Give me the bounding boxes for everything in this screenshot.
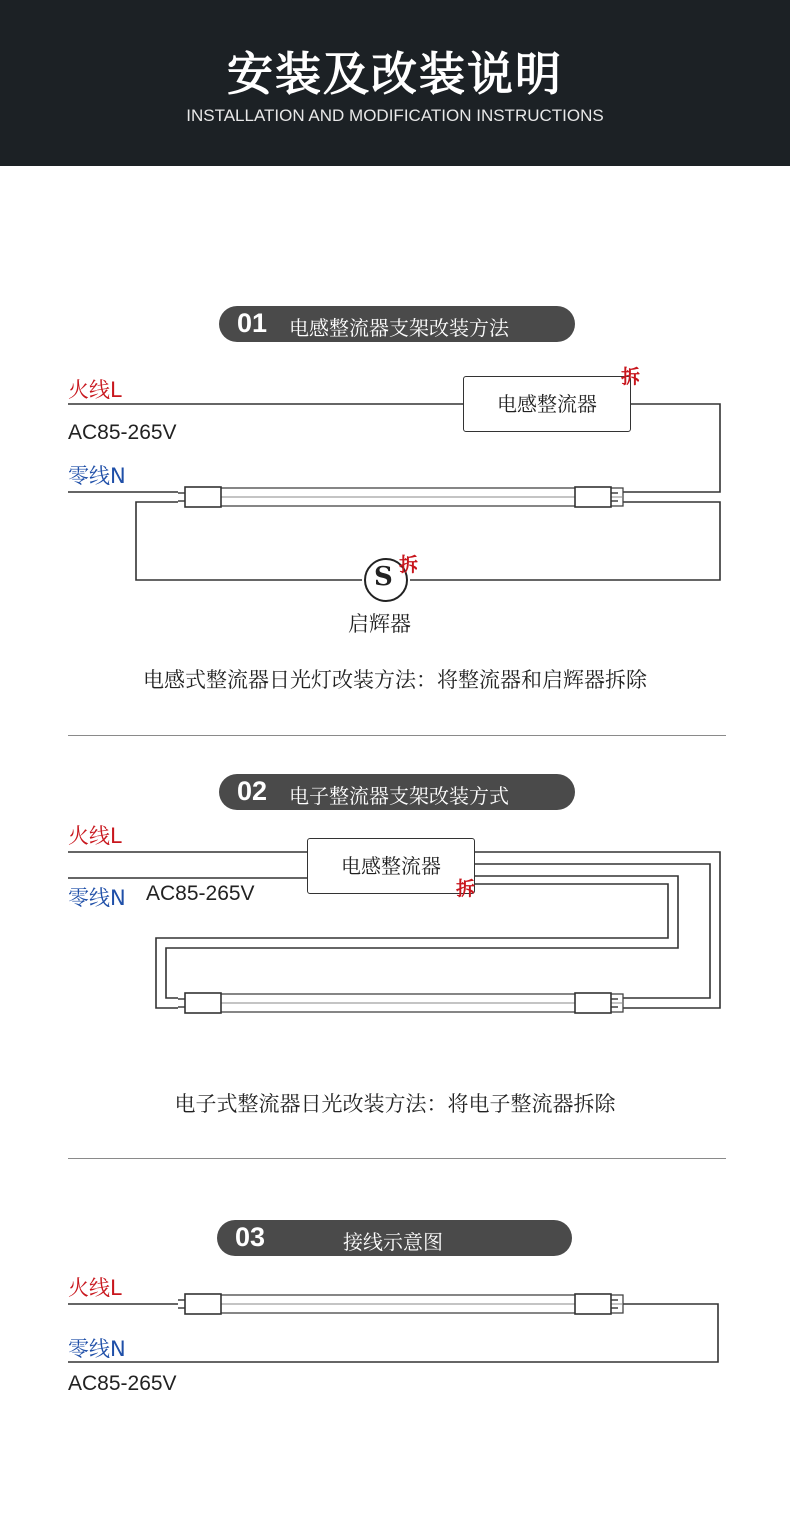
section-03-title: 接线示意图 (343, 1230, 443, 1254)
section-02-caption: 电子式整流器日光改装方法：将电子整流器拆除 (174, 1092, 616, 1116)
live-label-03: 火线L (68, 1276, 122, 1300)
ballast-box-02 (307, 838, 475, 894)
diagram-03 (68, 1294, 718, 1362)
starter-label: 启辉器 (348, 612, 411, 636)
section-03-number: 03 (235, 1222, 266, 1252)
page-subtitle: INSTALLATION AND MODIFICATION INSTRUCTIONS (186, 106, 604, 125)
section-02-number: 02 (237, 776, 268, 806)
tube-03 (178, 1294, 623, 1314)
live-label-01: 火线L (68, 378, 122, 402)
section-02-header (219, 774, 575, 810)
starter-wire-left-01 (136, 502, 362, 580)
section-01-header (219, 306, 575, 342)
section-02-title: 电子整流器支架改装方式 (289, 784, 509, 808)
tube-02 (178, 993, 623, 1013)
voltage-label-03: AC85-265V (68, 1372, 177, 1395)
neutral-label-02: 零线N (68, 886, 126, 910)
section-03-header (217, 1220, 572, 1256)
tube-01 (178, 487, 623, 507)
divider-2 (68, 1158, 726, 1159)
voltage-label-02: AC85-265V (146, 882, 255, 905)
ballast-label-01: 电感整流器 (497, 392, 597, 416)
section-01-caption: 电感式整流器日光灯改装方法：将整流器和启辉器拆除 (143, 668, 647, 692)
starter-wire-right-01 (410, 502, 720, 580)
starter-s-letter: S (374, 562, 393, 592)
section-01-number: 01 (237, 308, 268, 338)
neutral-label-01: 零线N (68, 464, 126, 488)
section-01-title: 电感整流器支架改装方法 (289, 316, 509, 340)
divider-1 (68, 735, 726, 736)
voltage-label-01: AC85-265V (68, 421, 177, 444)
remove-mark-ballast-02: 拆 (456, 878, 476, 900)
neutral-label-03: 零线N (68, 1337, 126, 1361)
page-title: 安装及改装说明 (227, 47, 563, 101)
remove-mark-ballast-01: 拆 (621, 366, 641, 388)
ballast-label-02: 电感整流器 (341, 854, 441, 878)
live-label-02: 火线L (68, 824, 122, 848)
remove-mark-starter-01: 拆 (399, 554, 419, 576)
ballast-box-01 (463, 376, 631, 432)
